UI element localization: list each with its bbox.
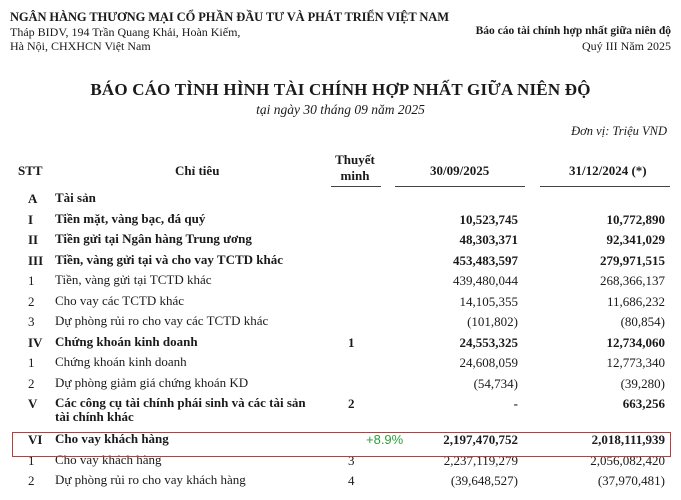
row-value-2024: 279,971,515: [600, 252, 665, 268]
bank-name: NGÂN HÀNG THƯƠNG MẠI CỔ PHẦN ĐẦU TƯ VÀ PHÁT TRIỂN VIỆT NAM: [10, 10, 449, 24]
row-value-2024: 663,256: [622, 396, 665, 411]
row-name: Tiền, vàng gửi tại và cho vay TCTD khác: [55, 251, 283, 267]
row-stt: I: [28, 211, 34, 227]
row-stt: II: [28, 232, 39, 247]
row-name: Cho vay khách hàng: [55, 451, 162, 467]
row-stt: 1: [28, 452, 35, 468]
row-name: Các công cụ tài chính phái sinh và các tài sản tài chính khác: [55, 395, 306, 424]
row-value-2025: 2,237,119,279: [443, 452, 518, 468]
row-value-2025: -: [513, 396, 518, 411]
row-note: 3: [348, 452, 355, 468]
row-value-2024: (37,970,481): [597, 473, 665, 488]
report-period: Quý III Năm 2025: [582, 39, 671, 53]
row-value-2024: 10,772,890: [606, 211, 665, 227]
highlight-box: [12, 432, 671, 457]
header-underline-date2: [540, 186, 670, 187]
col-note-line2: minh: [340, 168, 370, 183]
row-name: Dự phòng rủi ro cho vay các TCTD khác: [55, 313, 269, 328]
table-row: [0, 250, 681, 271]
col-stt: STT: [18, 163, 43, 178]
report-title: BÁO CÁO TÌNH HÌNH TÀI CHÍNH HỢP NHẤT GIỮA NIÊN ĐỘ: [90, 80, 591, 99]
table-row: [0, 352, 681, 373]
table-row: [0, 188, 681, 209]
row-name: Dự phòng rủi ro cho vay khách hàng: [55, 472, 246, 487]
address-line-1: Tháp BIDV, 194 Trần Quang Khải, Hoàn Kiếm,: [10, 24, 241, 39]
col-note-line1: Thuyết: [335, 152, 375, 167]
table-row: [0, 229, 681, 250]
table-row: [0, 393, 681, 429]
row-name: Dự phòng giảm giá chứng khoán KD: [55, 374, 249, 390]
row-note: 2: [348, 396, 355, 411]
header-underline-date1: [395, 186, 525, 187]
row-stt: VI: [28, 432, 43, 447]
table-header: [0, 150, 681, 190]
row-stt: 1: [28, 273, 35, 288]
table-row: [0, 291, 681, 312]
row-value-2024: (39,280): [620, 375, 665, 391]
row-value-2025: (39,648,527): [450, 473, 518, 488]
row-value-2024: 2,018,111,939: [591, 432, 665, 447]
report-type: Báo cáo tài chính hợp nhất giữa niên độ: [475, 25, 671, 37]
row-name: Tiền gửi tại Ngân hàng Trung ương: [55, 231, 252, 246]
row-value-2025: 2,197,470,752: [443, 432, 518, 447]
row-stt: A: [28, 191, 38, 206]
row-stt: 2: [28, 293, 35, 309]
growth-delta: +8.9%: [366, 432, 404, 447]
row-value-2025: 24,553,325: [459, 334, 518, 350]
col-date2: 31/12/2024 (*): [569, 163, 647, 178]
row-name: Tiền mặt, vàng bạc, đá quý: [55, 210, 206, 226]
header-underline-note: [331, 186, 381, 187]
table-row: [0, 373, 681, 394]
row-value-2024: 92,341,029: [606, 232, 665, 247]
address-line-2: Hà Nội, CHXHCN Việt Nam: [10, 39, 151, 53]
unit-label: Đơn vị: Triệu VND: [571, 124, 667, 138]
row-value-2024: 11,686,232: [606, 293, 665, 309]
row-name: Cho vay các TCTD khác: [55, 292, 184, 308]
row-stt: IV: [28, 334, 43, 350]
row-value-2025: 14,105,355: [459, 293, 518, 309]
row-value-2024: 268,366,137: [600, 273, 665, 288]
row-stt: 1: [28, 355, 35, 370]
row-name: Cho vay khách hàng: [55, 431, 169, 446]
report-subtitle: tại ngày 30 tháng 09 năm 2025: [256, 102, 425, 117]
row-value-2024: 12,734,060: [606, 334, 665, 350]
row-value-2025: 48,303,371: [459, 232, 518, 247]
table-row: [0, 209, 681, 230]
row-value-2025: (54,734): [473, 375, 518, 391]
header-left: [10, 10, 449, 54]
row-value-2024: 2,056,082,420: [590, 452, 665, 468]
row-stt: V: [28, 396, 38, 411]
table-row: [0, 311, 681, 332]
col-note: [333, 152, 377, 184]
table-row: [0, 332, 681, 353]
row-stt: 2: [28, 375, 35, 391]
row-name: Tài sản: [55, 190, 96, 205]
row-note: 1: [348, 334, 355, 350]
header-right: [476, 24, 671, 54]
row-value-2024: (80,854): [620, 314, 665, 329]
row-name: Tiền, vàng gửi tại TCTD khác: [55, 272, 212, 287]
col-date1: 30/09/2025: [430, 163, 490, 178]
row-stt: 3: [28, 314, 35, 329]
row-value-2025: (101,802): [467, 314, 518, 329]
row-value-2025: 10,523,745: [459, 211, 518, 227]
row-value-2025: 24,608,059: [459, 355, 518, 370]
table-row: [0, 270, 681, 291]
row-value-2024: 12,773,340: [606, 355, 665, 370]
row-value-2025: 453,483,597: [453, 252, 518, 268]
row-name: Chứng khoán kinh doanh: [55, 333, 198, 349]
row-name: Chứng khoán kinh doanh: [55, 354, 187, 369]
col-item: Chỉ tiêu: [175, 163, 220, 178]
row-value-2025: 439,480,044: [453, 273, 518, 288]
row-note: 4: [348, 473, 355, 488]
table-row: [0, 470, 681, 491]
row-stt: III: [28, 252, 44, 268]
row-stt: 2: [28, 473, 35, 488]
